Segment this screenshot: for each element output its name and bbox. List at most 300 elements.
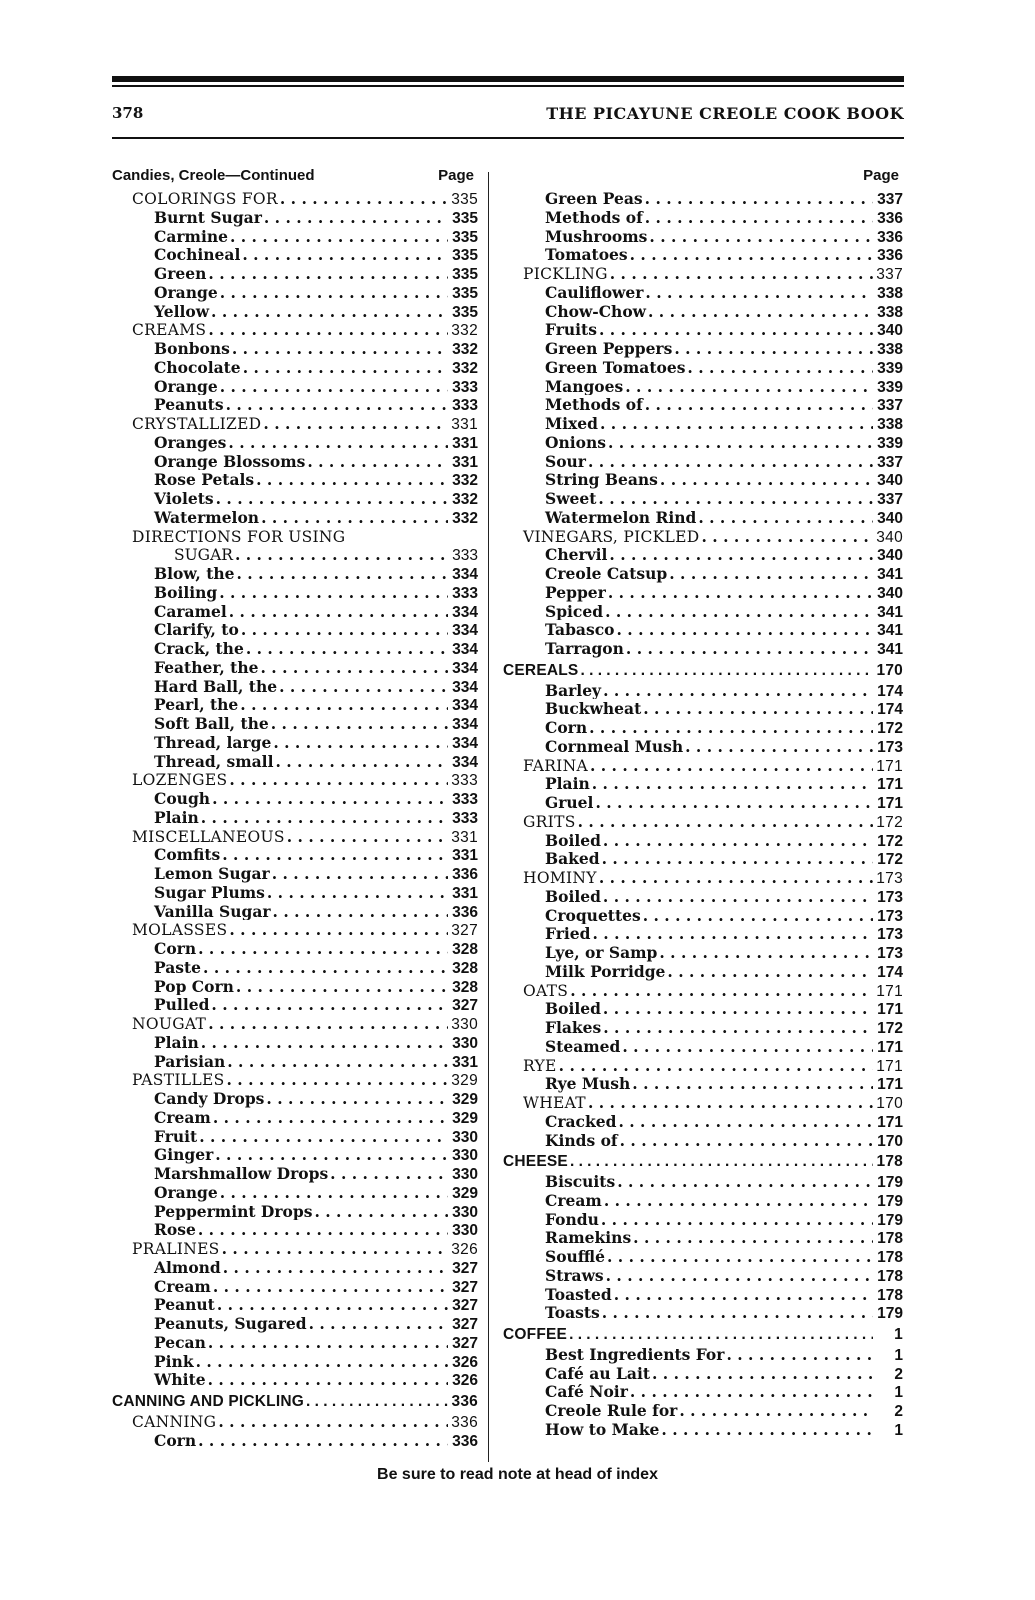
dot-leader	[241, 620, 448, 639]
entry-label: Blow, the	[154, 564, 235, 583]
entry-label: Bonbons	[154, 339, 230, 358]
index-entry	[503, 1266, 903, 1285]
entry-page-number: 334	[452, 697, 478, 714]
entry-page-number: 327	[451, 922, 478, 939]
entry-label: Pearl, the	[154, 695, 239, 714]
top-rule-thick	[112, 76, 904, 82]
dot-leader	[240, 695, 448, 714]
entry-page-number: 334	[452, 716, 478, 733]
dot-leader	[726, 1345, 873, 1364]
entry-page-number: 336	[877, 228, 903, 246]
entry-label: Lemon Sugar	[154, 864, 270, 883]
index-entry	[503, 583, 903, 602]
index-entry	[112, 245, 478, 264]
entry-page-number: 173	[877, 945, 903, 962]
dot-leader	[235, 545, 448, 564]
entry-page-number: 170	[877, 1132, 903, 1150]
dot-leader	[622, 1037, 873, 1056]
entry-label: Kinds of	[545, 1130, 618, 1150]
entry-page-number: 1	[894, 1326, 903, 1343]
dot-leader	[602, 1303, 873, 1322]
entry-page-number: 174	[877, 682, 903, 700]
entry-label: Green Peppers	[545, 339, 673, 358]
entry-label: Onions	[545, 432, 606, 452]
index-entry	[503, 1037, 903, 1056]
index-entry	[112, 1333, 478, 1352]
entry-label: COLORINGS FOR	[132, 190, 278, 208]
index-entry	[503, 470, 903, 489]
dot-leader	[230, 227, 448, 246]
index-entry	[503, 1191, 903, 1210]
index-entry	[112, 564, 478, 583]
dot-leader	[604, 1191, 873, 1210]
index-entry	[503, 943, 903, 962]
index-entry	[112, 1183, 478, 1202]
dot-leader	[208, 320, 448, 339]
index-entry	[503, 1172, 903, 1191]
dot-leader	[630, 1382, 873, 1401]
dot-leader	[199, 1127, 448, 1146]
dot-leader	[570, 981, 873, 1000]
index-entry	[503, 1056, 903, 1075]
index-entry	[112, 1352, 478, 1371]
entry-page-number: 332	[452, 509, 478, 527]
entry-page-number: 335	[452, 209, 478, 227]
dot-leader	[580, 662, 873, 680]
dot-leader	[600, 414, 873, 433]
entry-page-number: 334	[452, 678, 478, 696]
index-entry	[112, 658, 478, 677]
entry-label: Candy Drops	[154, 1089, 265, 1108]
entry-page-number: 329	[451, 1072, 478, 1089]
index-entry	[112, 827, 478, 846]
entry-label: Steamed	[545, 1036, 621, 1056]
dot-leader	[307, 452, 448, 471]
dot-leader	[633, 1228, 873, 1247]
index-entry	[503, 264, 903, 283]
entry-label: OATS	[523, 981, 569, 1000]
entry-label: Ginger	[154, 1145, 214, 1164]
entry-label: NOUGAT	[132, 1015, 207, 1033]
dot-leader	[237, 564, 449, 583]
entry-page-number: 336	[451, 1413, 478, 1431]
entry-page-number: 327	[452, 1334, 478, 1352]
dot-leader	[610, 264, 873, 283]
dot-leader	[608, 583, 873, 602]
index-entry	[503, 831, 903, 850]
entry-page-number: 173	[877, 926, 903, 943]
entry-label: Methods of	[545, 207, 643, 227]
dot-leader	[603, 887, 873, 906]
dot-leader	[702, 527, 874, 546]
index-entry	[112, 1127, 478, 1146]
index-entry	[503, 508, 903, 527]
entry-label: Watermelon	[154, 507, 260, 527]
index-entry	[112, 864, 478, 883]
entry-label: Boiling	[154, 582, 218, 602]
index-entry	[503, 339, 903, 358]
index-entry	[112, 1412, 478, 1431]
entry-label: Peanut	[154, 1295, 215, 1314]
entry-label: Corn	[154, 1430, 197, 1450]
index-entry	[112, 602, 478, 621]
entry-label: Pop Corn	[154, 976, 234, 996]
entry-page-number: 327	[452, 1259, 478, 1277]
page-heading-right: Page	[863, 167, 899, 184]
entry-label: CRYSTALLIZED	[132, 415, 262, 433]
entry-page-number: 332	[452, 359, 478, 377]
dot-leader	[592, 774, 873, 793]
entry-page-number: 1	[894, 1384, 903, 1401]
entry-page-number: 326	[452, 1372, 478, 1389]
dot-leader	[273, 902, 448, 921]
dot-leader	[211, 302, 448, 321]
index-entry	[503, 395, 903, 414]
dot-leader	[217, 1295, 448, 1314]
entry-label: Toasted	[545, 1284, 612, 1304]
dot-leader	[280, 189, 448, 208]
entry-label: SUGAR	[174, 546, 233, 564]
entry-label: Boiled	[545, 830, 601, 850]
entry-label: Pink	[154, 1351, 194, 1371]
dot-leader	[226, 395, 448, 414]
dot-leader	[246, 639, 448, 658]
index-entry	[503, 227, 903, 246]
index-entry	[503, 756, 903, 775]
index-entry	[112, 189, 478, 208]
entry-label: Cough	[154, 789, 211, 808]
entry-label: Cracked	[545, 1111, 617, 1131]
top-rule-thin	[112, 85, 904, 87]
entry-page-number: 1	[894, 1346, 903, 1364]
entry-page-number: 330	[452, 1147, 478, 1164]
entry-page-number: 327	[452, 1297, 478, 1314]
entry-label: Mangoes	[545, 376, 624, 396]
dot-leader	[603, 999, 873, 1018]
entry-page-number: 171	[877, 795, 903, 812]
entry-page-number: 338	[877, 284, 903, 302]
dot-leader	[606, 1266, 873, 1285]
entry-label: Creole Rule for	[545, 1401, 678, 1420]
dot-leader	[607, 1247, 873, 1266]
index-entry	[503, 662, 903, 681]
dot-leader	[570, 1153, 873, 1171]
entry-page-number: 336	[452, 903, 478, 921]
dot-leader	[645, 283, 873, 302]
entry-label: Fondu	[545, 1209, 599, 1229]
dot-leader	[643, 906, 873, 925]
entry-page-number: 171	[877, 1113, 903, 1131]
entry-label: Vanilla Sugar	[154, 901, 271, 921]
entry-label: Burnt Sugar	[154, 207, 262, 227]
entry-page-number: 335	[452, 266, 478, 283]
dot-leader	[620, 1131, 873, 1150]
dot-leader	[229, 770, 448, 789]
entry-label: Oranges	[154, 432, 227, 452]
index-entry	[503, 999, 903, 1018]
index-entry	[112, 902, 478, 921]
entry-label: Cochineal	[154, 245, 241, 264]
index-entry	[503, 1382, 903, 1401]
dot-leader	[698, 508, 873, 527]
index-entry	[112, 508, 478, 527]
entry-page-number: 172	[877, 1020, 903, 1037]
index-entry	[112, 845, 478, 864]
dot-leader	[198, 1431, 448, 1450]
entry-page-number: 330	[452, 1222, 478, 1239]
entry-label: Chervil	[545, 545, 608, 564]
entry-label: Café Noir	[545, 1382, 628, 1401]
index-entry	[112, 677, 478, 696]
entry-page-number: 332	[452, 341, 478, 358]
book-title: THE PICAYUNE CREOLE COOK BOOK	[546, 104, 904, 123]
index-entry	[112, 395, 478, 414]
entry-page-number: 178	[877, 1249, 903, 1266]
index-entry	[112, 1089, 478, 1108]
dot-leader	[260, 658, 448, 677]
dot-leader	[645, 395, 873, 414]
dot-leader	[266, 1089, 448, 1108]
index-entry	[503, 377, 903, 396]
dot-leader	[267, 883, 448, 902]
index-column-right	[503, 167, 903, 1439]
index-entry	[503, 812, 903, 831]
dot-leader	[263, 414, 448, 433]
entry-page-number: 340	[877, 509, 903, 527]
dot-leader	[220, 377, 448, 396]
dot-leader	[196, 1352, 448, 1371]
dot-leader	[272, 864, 448, 883]
footer-note: Be sure to read note at head of index	[377, 1466, 658, 1483]
index-entry	[503, 1131, 903, 1150]
entry-label: Croquettes	[545, 905, 641, 925]
entry-label: Toasts	[545, 1303, 600, 1322]
index-entry	[112, 320, 478, 339]
entry-label: Carmine	[154, 226, 228, 246]
entry-label: Buckwheat	[545, 699, 642, 718]
entry-label: Cornmeal Mush	[545, 736, 684, 756]
index-entry	[112, 1108, 478, 1127]
entry-label: Comfits	[154, 845, 221, 864]
entry-label: Orange	[154, 282, 218, 302]
dot-leader	[595, 793, 873, 812]
index-entry	[112, 545, 478, 564]
entry-label: Parisian	[154, 1051, 226, 1071]
entry-page-number: 179	[877, 1174, 903, 1191]
entry-page-number: 330	[452, 1203, 478, 1221]
index-entry	[503, 433, 903, 452]
entry-label: Thread, large	[154, 732, 272, 752]
index-entry	[112, 433, 478, 452]
entry-label: Mushrooms	[545, 226, 648, 246]
dot-leader	[625, 377, 873, 396]
entry-page-number: 339	[877, 434, 903, 452]
dot-leader	[306, 1393, 448, 1411]
entry-label: Caramel	[154, 601, 227, 621]
index-entry	[503, 962, 903, 981]
index-entry	[503, 1153, 903, 1172]
dot-leader	[667, 962, 873, 981]
entry-page-number: 170	[876, 661, 903, 679]
dot-leader	[211, 995, 448, 1014]
dot-leader	[208, 264, 448, 283]
entry-label: Cream	[154, 1107, 211, 1127]
entry-label: Tomatoes	[545, 245, 628, 264]
entry-label: Tarragon	[545, 639, 624, 658]
index-entry	[112, 1258, 478, 1277]
entry-page-number: 337	[877, 191, 903, 208]
entry-label: Plain	[545, 774, 590, 793]
entry-page-number: 331	[452, 847, 478, 864]
index-entry	[112, 808, 478, 827]
entry-page-number: 333	[452, 397, 478, 414]
entry-page-number: 330	[451, 1016, 478, 1033]
entry-page-number: 333	[452, 584, 478, 602]
dot-leader	[589, 718, 873, 737]
entry-page-number: 173	[877, 907, 903, 925]
entry-label: Methods of	[545, 395, 643, 414]
dot-leader	[243, 358, 448, 377]
entry-label: Paste	[154, 957, 202, 977]
index-entry	[503, 849, 903, 868]
index-entry	[112, 1239, 478, 1258]
entry-label: White	[154, 1370, 206, 1389]
index-entry	[503, 924, 903, 943]
dot-leader	[220, 1183, 448, 1202]
entry-page-number: 336	[452, 1432, 478, 1450]
dot-leader	[593, 924, 874, 943]
entry-label: Orange	[154, 376, 218, 396]
dot-leader	[242, 245, 448, 264]
dot-leader	[220, 283, 448, 302]
dot-leader	[208, 1370, 448, 1389]
entry-label: Chocolate	[154, 357, 241, 377]
entry-page-number: 336	[451, 1393, 478, 1410]
index-entry	[503, 1303, 903, 1322]
entry-label: Plain	[154, 807, 199, 827]
index-entry	[112, 695, 478, 714]
entry-page-number: 331	[451, 828, 478, 846]
entry-page-number: 171	[876, 982, 903, 1000]
index-entry	[112, 1370, 478, 1389]
entry-label: Sweet	[545, 489, 597, 508]
entry-label: Straws	[545, 1265, 604, 1285]
dot-leader	[232, 339, 448, 358]
entry-page-number: 174	[877, 963, 903, 981]
entry-page-number: 337	[877, 397, 903, 414]
index-entry	[503, 527, 903, 546]
entry-page-number: 178	[877, 1286, 903, 1304]
entry-label: Peanuts	[154, 395, 224, 414]
dot-leader	[661, 1420, 873, 1439]
entry-page-number: 332	[451, 322, 478, 339]
index-entry	[503, 1285, 903, 1304]
index-entry	[503, 681, 903, 700]
entry-page-number: 336	[877, 247, 903, 264]
dot-leader	[198, 939, 448, 958]
entry-label: MISCELLANEOUS	[132, 827, 285, 846]
entry-page-number: 171	[876, 757, 903, 775]
entry-label: Chow-Chow	[545, 301, 647, 321]
dot-leader	[219, 583, 448, 602]
entry-label: Rye Mush	[545, 1074, 631, 1093]
dot-leader	[630, 245, 873, 264]
dot-leader	[603, 681, 873, 700]
entry-label: Barley	[545, 680, 602, 700]
dot-leader	[599, 320, 873, 339]
dot-leader	[222, 1239, 448, 1258]
index-entry	[112, 1014, 478, 1033]
entry-page-number: 174	[877, 701, 903, 718]
entry-page-number: 171	[877, 1076, 903, 1093]
entry-label: RYE	[523, 1056, 557, 1075]
dot-leader	[213, 1108, 448, 1127]
index-entry	[112, 789, 478, 808]
dot-leader	[659, 943, 873, 962]
index-entry	[503, 564, 903, 583]
entry-page-number: 331	[452, 1053, 478, 1071]
dot-leader	[602, 849, 873, 868]
index-entry	[112, 883, 478, 902]
dot-leader	[614, 1285, 873, 1304]
entry-label: Gruel	[545, 793, 594, 812]
continued-heading: Candies, Creole—Continued	[112, 167, 315, 184]
index-entry	[112, 1393, 478, 1412]
entry-page-number: 331	[451, 416, 478, 433]
entry-label: CANNING	[132, 1412, 217, 1431]
dot-leader	[626, 639, 873, 658]
index-entry	[112, 583, 478, 602]
dot-leader	[588, 452, 873, 471]
dot-leader	[223, 1258, 448, 1277]
index-entry	[503, 737, 903, 756]
entry-page-number: 172	[876, 813, 903, 831]
entry-page-number: 172	[877, 720, 903, 737]
entry-page-number: 331	[452, 434, 478, 452]
index-entry	[112, 264, 478, 283]
entry-label: Plain	[154, 1032, 199, 1052]
entry-label: CHEESE	[503, 1153, 568, 1171]
dot-leader	[645, 208, 873, 227]
running-header	[112, 104, 904, 128]
entry-label: Cauliflower	[545, 282, 644, 302]
entry-label: CEREALS	[503, 661, 579, 679]
dot-leader	[645, 189, 873, 208]
entry-page-number: 337	[876, 266, 903, 283]
entry-label: Sour	[545, 451, 586, 471]
entry-label: Thread, small	[154, 751, 274, 771]
entry-page-number: 339	[877, 359, 903, 377]
dot-leader	[218, 1412, 448, 1431]
dot-leader	[618, 1112, 873, 1131]
entry-page-number: 327	[452, 997, 478, 1014]
entry-page-number: 327	[452, 1316, 478, 1333]
dot-leader	[598, 489, 873, 508]
index-entry	[503, 1228, 903, 1247]
index-entry	[503, 1345, 903, 1364]
index-entry	[503, 699, 903, 718]
dot-leader	[609, 545, 873, 564]
index-entry	[112, 1070, 478, 1089]
entry-label: Rose Petals	[154, 470, 255, 489]
entry-label: Cream	[545, 1190, 602, 1210]
entry-page-number: 178	[877, 1230, 903, 1247]
entry-page-number: 334	[452, 753, 478, 771]
entry-label: Café au Lait	[545, 1363, 651, 1383]
entry-page-number: 335	[452, 284, 478, 302]
entry-label: CANNING AND PICKLING	[112, 1393, 305, 1410]
dot-leader	[215, 1145, 448, 1164]
